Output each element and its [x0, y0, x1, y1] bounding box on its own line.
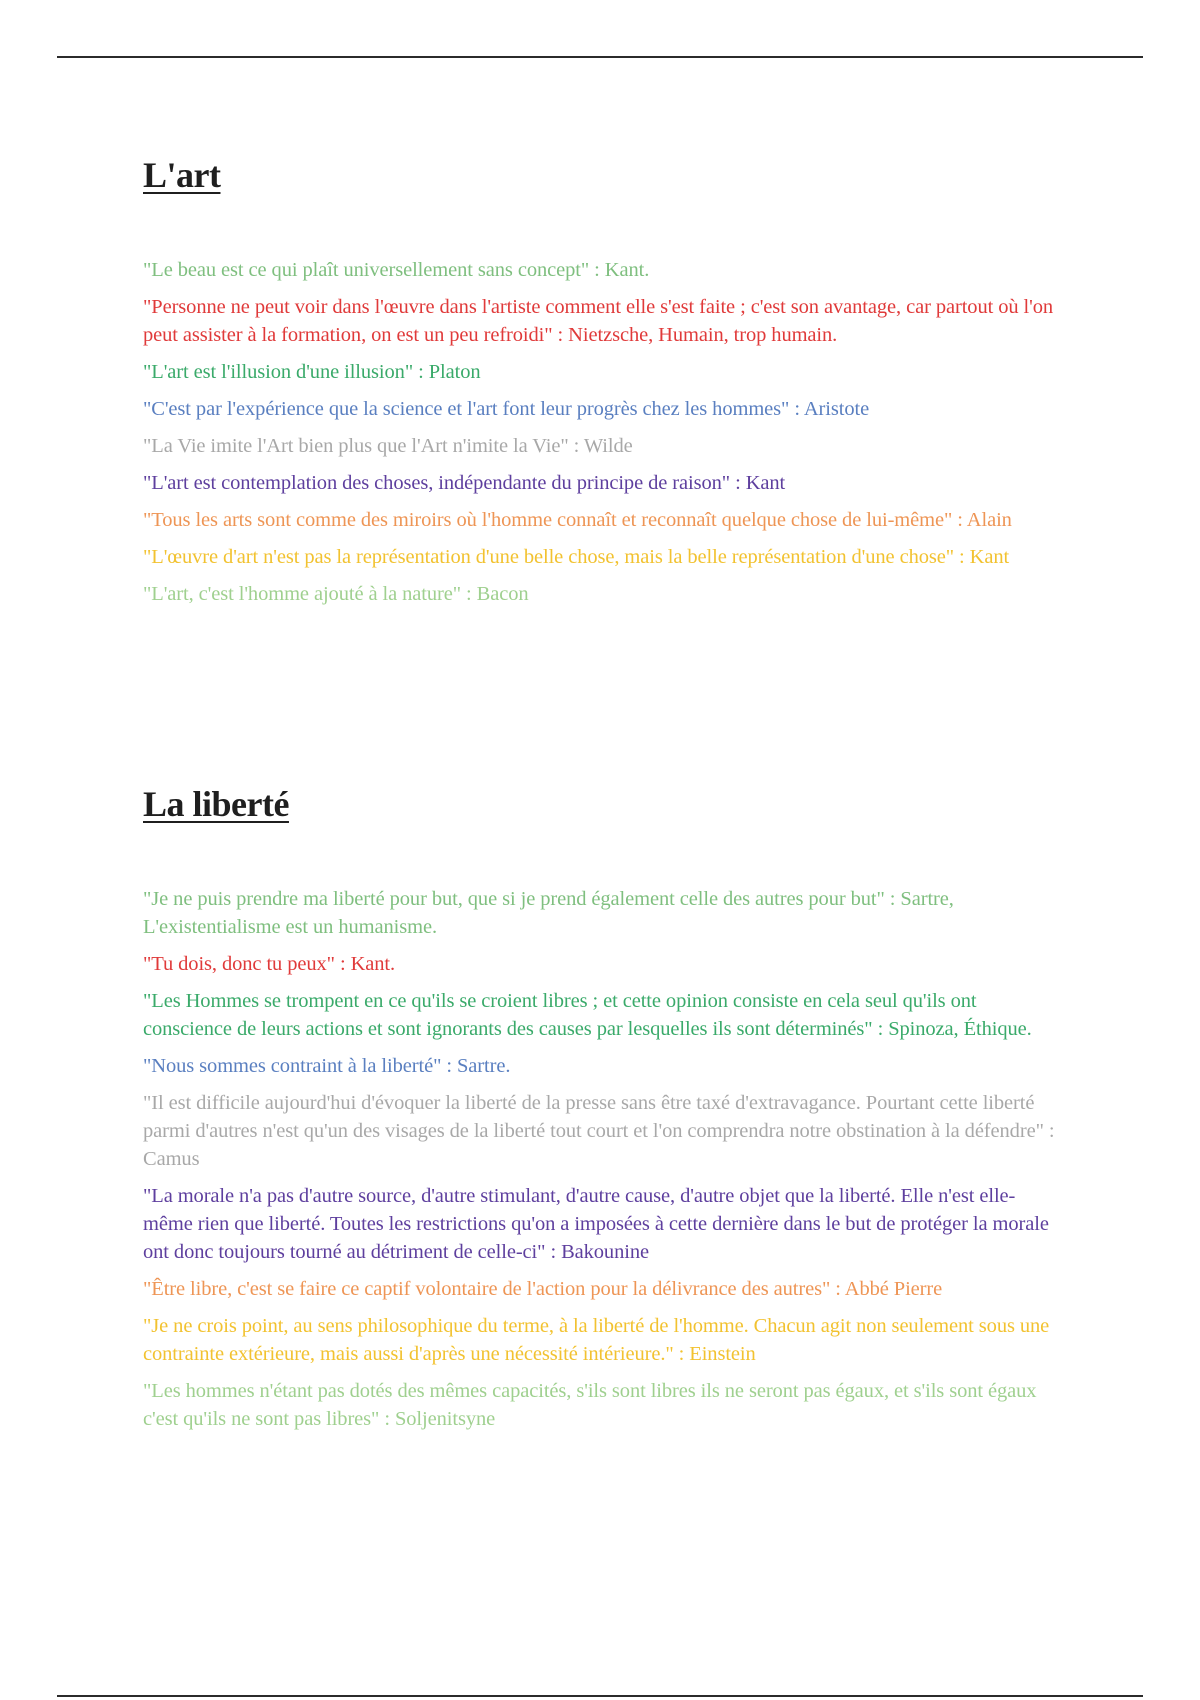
quote-item: "C'est par l'expérience que la science et l'art font leur progrès chez les hommes" : Aristote	[143, 398, 870, 420]
quote-item: "La morale n'a pas d'autre source, d'autre stimulant, d'autre cause, d'autre objet que la liberté. Elle n'est elle-même rien que liberté. Toutes les restrictions qu'on a imposées à cette dernière dans le but de protéger la morale ont donc toujours tourné au détriment de celle-ci" : Bakounine	[143, 1185, 1049, 1263]
quote-item: "Être libre, c'est se faire ce captif volontaire de l'action pour la délivrance des autres" : Abbé Pierre	[143, 1278, 943, 1300]
quote-item: "Il est difficile aujourd'hui d'évoquer la liberté de la presse sans être taxé d'extravagance. Pourtant cette liberté parmi d'autres n'est qu'un des visages de la liberté tout court et l'on comprendra notre obstination à la défendre" : Camus	[143, 1092, 1055, 1170]
section-title-liberte: La liberté	[143, 784, 289, 824]
quote-item: "L'œuvre d'art n'est pas la représentation d'une belle chose, mais la belle représentation d'une chose" : Kant	[143, 546, 1010, 568]
section-art	[143, 151, 1063, 617]
quote-item: "Le beau est ce qui plaît universellement sans concept" : Kant.	[143, 259, 650, 281]
quote-item: "Tous les arts sont comme des miroirs où l'homme connaît et reconnaît quelque chose de lui-même" : Alain	[143, 509, 1012, 531]
quote-item: "Tu dois, donc tu peux" : Kant.	[143, 953, 396, 975]
quote-item: "L'art est contemplation des choses, indépendante du principe de raison" : Kant	[143, 472, 786, 494]
bottom-rule	[57, 1695, 1143, 1697]
top-rule	[57, 56, 1143, 58]
quote-item: "L'art est l'illusion d'une illusion" : Platon	[143, 361, 481, 383]
section-liberte	[143, 780, 1063, 1442]
quote-item: "Je ne puis prendre ma liberté pour but, que si je prend également celle des autres pour but" : Sartre, L'existentialisme est un humanisme.	[143, 888, 954, 938]
quote-item: "Les Hommes se trompent en ce qu'ils se croient libres ; et cette opinion consiste en cela seul qu'ils ont conscience de leurs actions et sont ignorants des causes par lesquelles ils sont déterminés" : Spinoza, Éthique.	[143, 990, 1032, 1040]
quote-item: "Personne ne peut voir dans l'œuvre dans l'artiste comment elle s'est faite ; c'est son avantage, car partout où l'on peut assister à la formation, on est un peu refroidi" : Nietzsche, Humain, trop humain.	[143, 296, 1054, 346]
section-title-art: L'art	[143, 155, 221, 195]
quote-list-liberte	[143, 885, 1063, 1433]
quote-item: "La Vie imite l'Art bien plus que l'Art n'imite la Vie" : Wilde	[143, 435, 633, 457]
quote-item: "L'art, c'est l'homme ajouté à la nature" : Bacon	[143, 583, 529, 605]
quote-list-art	[143, 256, 1063, 608]
quote-item: "Les hommes n'étant pas dotés des mêmes capacités, s'ils sont libres ils ne seront pas égaux, et s'ils sont égaux c'est qu'ils ne sont pas libres" : Soljenitsyne	[143, 1380, 1037, 1430]
quote-item: "Je ne crois point, au sens philosophique du terme, à la liberté de l'homme. Chacun agit non seulement sous une contrainte extérieure, mais aussi d'après une nécessité intérieure." : Einstein	[143, 1315, 1050, 1365]
quote-item: "Nous sommes contraint à la liberté" : Sartre.	[143, 1055, 511, 1077]
